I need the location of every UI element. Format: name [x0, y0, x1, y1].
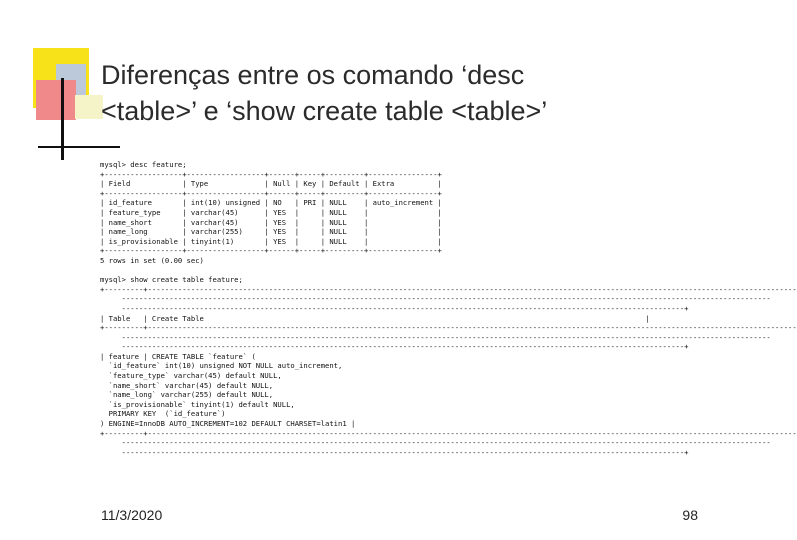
- slide-title-line-1: Diferenças entre os comando ‘desc: [101, 60, 525, 90]
- console-line: | id_feature | int(10) unsigned | NO | PRI | NULL | auto_increment |: [100, 198, 442, 208]
- console-line: | feature_type | varchar(45) | YES | | NULL | |: [100, 207, 442, 217]
- console-line: PRIMARY KEY (`id_feature`): [100, 409, 226, 419]
- console-line: +------------------+------------------+------+-----+---------+----------------+: [100, 169, 442, 179]
- console-line: `name_short` varchar(45) default NULL,: [100, 380, 274, 390]
- console-line: ----------------------------------------------------------------------------------------------------------------------------------+: [100, 342, 689, 352]
- decor-pale-square: [75, 95, 103, 119]
- console-line: +------------------+------------------+------+-----+---------+----------------+: [100, 188, 442, 198]
- slide-title: [101, 57, 701, 129]
- console-line: ------------------------------------------------------------------------------------------------------------------------------------------------------: [100, 332, 771, 342]
- console-line: mysql> desc feature;: [100, 160, 187, 169]
- page-number: 98: [682, 507, 698, 523]
- console-line: ) ENGINE=InnoDB AUTO_INCREMENT=102 DEFAULT CHARSET=latin1 |: [100, 419, 356, 429]
- console-line: ------------------------------------------------------------------------------------------------------------------------------------------------------: [100, 438, 771, 448]
- console-line: | is_provisionable | tinyint(1) | YES | | NULL | |: [100, 236, 442, 246]
- decor-red-square: [36, 80, 76, 120]
- console-line: +------------------+------------------+------+-----+---------+----------------+: [100, 246, 442, 256]
- console-line: | Table | Create Table |: [100, 313, 650, 323]
- console-line: `name_long` varchar(255) default NULL,: [100, 390, 274, 400]
- console-line: `feature_type` varchar(45) default NULL,: [100, 371, 282, 381]
- console-line: | name_short | varchar(45) | YES | | NULL | |: [100, 217, 442, 227]
- console-line: | feature | CREATE TABLE `feature` (: [100, 351, 256, 361]
- console-line: +---------+------------------------------------------------------------------------------------------------------------------------------------------------------: [100, 428, 797, 438]
- console-line: +---------+------------------------------------------------------------------------------------------------------------------------------------------------------: [100, 284, 797, 294]
- console-line: 5 rows in set (0.00 sec): [100, 255, 204, 265]
- console-line: ------------------------------------------------------------------------------------------------------------------------------------------------------: [100, 294, 771, 304]
- console-line: | name_long | varchar(255) | YES | | NULL | |: [100, 227, 442, 237]
- console-line: [100, 266, 705, 276]
- console-line: `is_provisionable` tinyint(1) default NULL,: [100, 399, 295, 409]
- console-line: ----------------------------------------------------------------------------------------------------------------------------------+: [100, 447, 689, 457]
- slide-title-line-2: <table>’ e ‘show create table <table>’: [101, 96, 548, 126]
- mysql-console-output: [100, 160, 797, 457]
- console-line: | Field | Type | Null | Key | Default | Extra |: [100, 179, 442, 189]
- console-line: ----------------------------------------------------------------------------------------------------------------------------------+: [100, 303, 689, 313]
- console-line: +---------+------------------------------------------------------------------------------------------------------------------------------------------------------: [100, 323, 797, 333]
- decor-horizontal-line: [38, 146, 120, 148]
- footer-date: 11/3/2020: [101, 507, 163, 523]
- console-line: `id_feature` int(10) unsigned NOT NULL auto_increment,: [100, 361, 343, 371]
- console-line: mysql> show create table feature;: [100, 275, 243, 285]
